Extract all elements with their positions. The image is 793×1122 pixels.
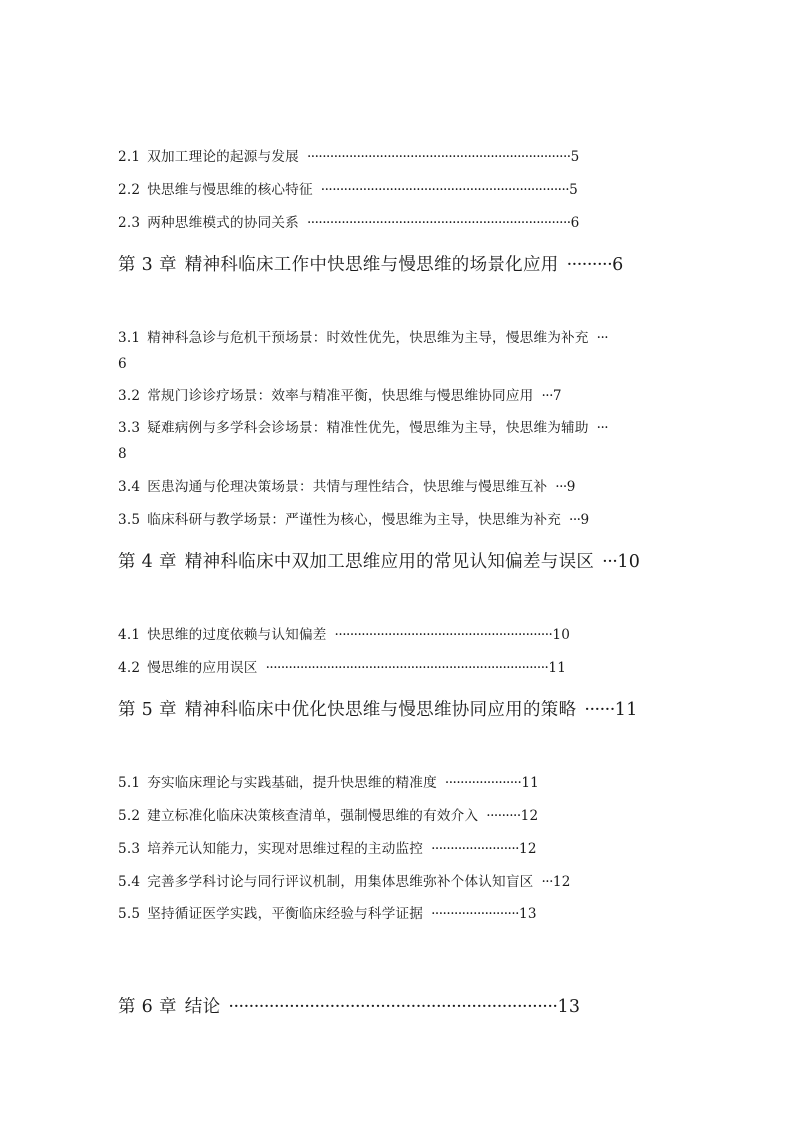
dot-leader: ···	[541, 388, 553, 404]
toc-entry-2-2[interactable]	[118, 184, 578, 198]
dot-leader: ·········	[566, 255, 613, 275]
dot-leader: ·································································	[228, 997, 558, 1017]
toc-entry-4-2[interactable]	[118, 662, 566, 676]
chapter-number: 第 5 章	[118, 700, 177, 720]
page-number: 12	[520, 808, 539, 824]
section-number: 2.1	[118, 149, 141, 165]
section-number: 3.1	[118, 330, 141, 346]
section-title: 完善多学科讨论与同行评议机制，用集体思维弥补个体认知盲区	[147, 874, 534, 890]
section-number: 5.5	[118, 906, 141, 922]
section-number: 5.1	[118, 775, 141, 791]
dot-leader: ···	[541, 874, 553, 890]
page-number: 12	[552, 874, 571, 890]
page-number: 10	[617, 552, 641, 572]
dot-leader: ·································································	[320, 182, 570, 198]
toc-chapter-3[interactable]	[118, 257, 624, 275]
toc-entry-3-3[interactable]	[118, 422, 608, 436]
toc-chapter-6[interactable]	[118, 999, 580, 1017]
dot-leader: ···	[596, 420, 609, 436]
page-number: 9	[566, 479, 576, 495]
page-number: 9	[580, 512, 590, 528]
chapter-number: 第 3 章	[118, 255, 177, 275]
chapter-title: 精神科临床中双加工思维应用的常见认知偏差与误区	[184, 552, 595, 572]
dot-leader: ·········	[486, 808, 521, 824]
section-number: 4.1	[118, 627, 141, 643]
page-number: 13	[557, 997, 581, 1017]
page-number: 7	[552, 388, 562, 404]
dot-leader: ···	[555, 479, 567, 495]
dot-leader: ·····································································	[306, 149, 571, 165]
page-number: 11	[614, 700, 638, 720]
page-number: 8	[118, 446, 127, 462]
section-number: 2.2	[118, 182, 141, 198]
page-number: 5	[569, 182, 578, 198]
section-title: 建立标准化临床决策核查清单，强制慢思维的有效介入	[147, 808, 479, 824]
dot-leader: ·······················	[431, 841, 519, 857]
section-title: 快思维的过度依赖与认知偏差	[147, 627, 327, 643]
section-number: 4.2	[118, 660, 141, 676]
section-title: 精神科急诊与危机干预场景：时效性优先，快思维为主导，慢思维为补充	[147, 330, 589, 346]
dot-leader: ······	[584, 700, 615, 720]
toc-chapter-4[interactable]	[118, 554, 640, 572]
toc-entry-3-4[interactable]	[118, 481, 576, 495]
dot-leader: ····················	[444, 775, 522, 791]
toc-entry-2-3[interactable]	[118, 217, 579, 231]
section-number: 5.4	[118, 874, 141, 890]
dot-leader: ·························································	[334, 627, 553, 643]
section-title: 医患沟通与伦理决策场景：共情与理性结合，快思维与慢思维互补	[147, 479, 548, 495]
page-number: 6	[612, 255, 624, 275]
section-number: 2.3	[118, 215, 141, 231]
chapter-title: 结论	[184, 997, 221, 1017]
toc-entry-5-4[interactable]	[118, 876, 571, 890]
section-number: 3.5	[118, 512, 141, 528]
toc-entry-5-5[interactable]	[118, 908, 537, 922]
toc-entry-5-2[interactable]	[118, 810, 538, 824]
page-number: 5	[570, 149, 580, 165]
section-title: 两种思维模式的协同关系	[147, 215, 299, 231]
dot-leader: ··········································································	[265, 660, 549, 676]
toc-entry-5-3[interactable]	[118, 843, 537, 857]
section-title: 快思维与慢思维的核心特征	[147, 182, 313, 198]
toc-entry-3-5[interactable]	[118, 514, 589, 528]
page-number: 12	[518, 841, 537, 857]
section-title: 慢思维的应用误区	[147, 660, 258, 676]
chapter-number: 第 4 章	[118, 552, 177, 572]
section-title: 培养元认知能力，实现对思维过程的主动监控	[147, 841, 424, 857]
section-title: 夯实临床理论与实践基础，提升快思维的精准度	[147, 775, 437, 791]
page-number: 11	[548, 660, 567, 676]
section-title: 坚持循证医学实践，平衡临床经验与科学证据	[147, 906, 424, 922]
toc-entry-3-1[interactable]	[118, 332, 608, 346]
section-number: 3.3	[118, 420, 141, 436]
section-number: 5.3	[118, 841, 141, 857]
section-number: 3.4	[118, 479, 141, 495]
toc-entry-4-1[interactable]	[118, 629, 570, 643]
chapter-title: 精神科临床工作中快思维与慢思维的场景化应用	[184, 255, 559, 275]
section-title: 临床科研与教学场景：严谨性为核心，慢思维为主导，快思维为补充	[147, 512, 562, 528]
dot-leader: ···	[569, 512, 581, 528]
dot-leader: ·······················	[431, 906, 519, 922]
dot-leader: ···	[596, 330, 609, 346]
section-title: 常规门诊诊疗场景：效率与精准平衡，快思维与慢思维协同应用	[147, 388, 534, 404]
page-number: 11	[521, 775, 540, 791]
page-number: 13	[518, 906, 537, 922]
section-number: 5.2	[118, 808, 141, 824]
dot-leader: ···	[602, 552, 618, 572]
dot-leader: ·····································································	[306, 215, 571, 231]
chapter-title: 精神科临床中优化快思维与慢思维协同应用的策略	[184, 700, 577, 720]
page-number: 10	[552, 627, 571, 643]
page-number: 6	[118, 356, 127, 372]
section-title: 疑难病例与多学科会诊场景：精准性优先，慢思维为主导，快思维为辅助	[147, 420, 589, 436]
section-number: 3.2	[118, 388, 141, 404]
toc-entry-2-1[interactable]	[118, 151, 579, 165]
page-number: 6	[570, 215, 580, 231]
chapter-number: 第 6 章	[118, 997, 177, 1017]
section-title: 双加工理论的起源与发展	[147, 149, 299, 165]
toc-chapter-5[interactable]	[118, 702, 638, 720]
toc-entry-3-2[interactable]	[118, 390, 562, 404]
toc-entry-5-1[interactable]	[118, 777, 539, 791]
